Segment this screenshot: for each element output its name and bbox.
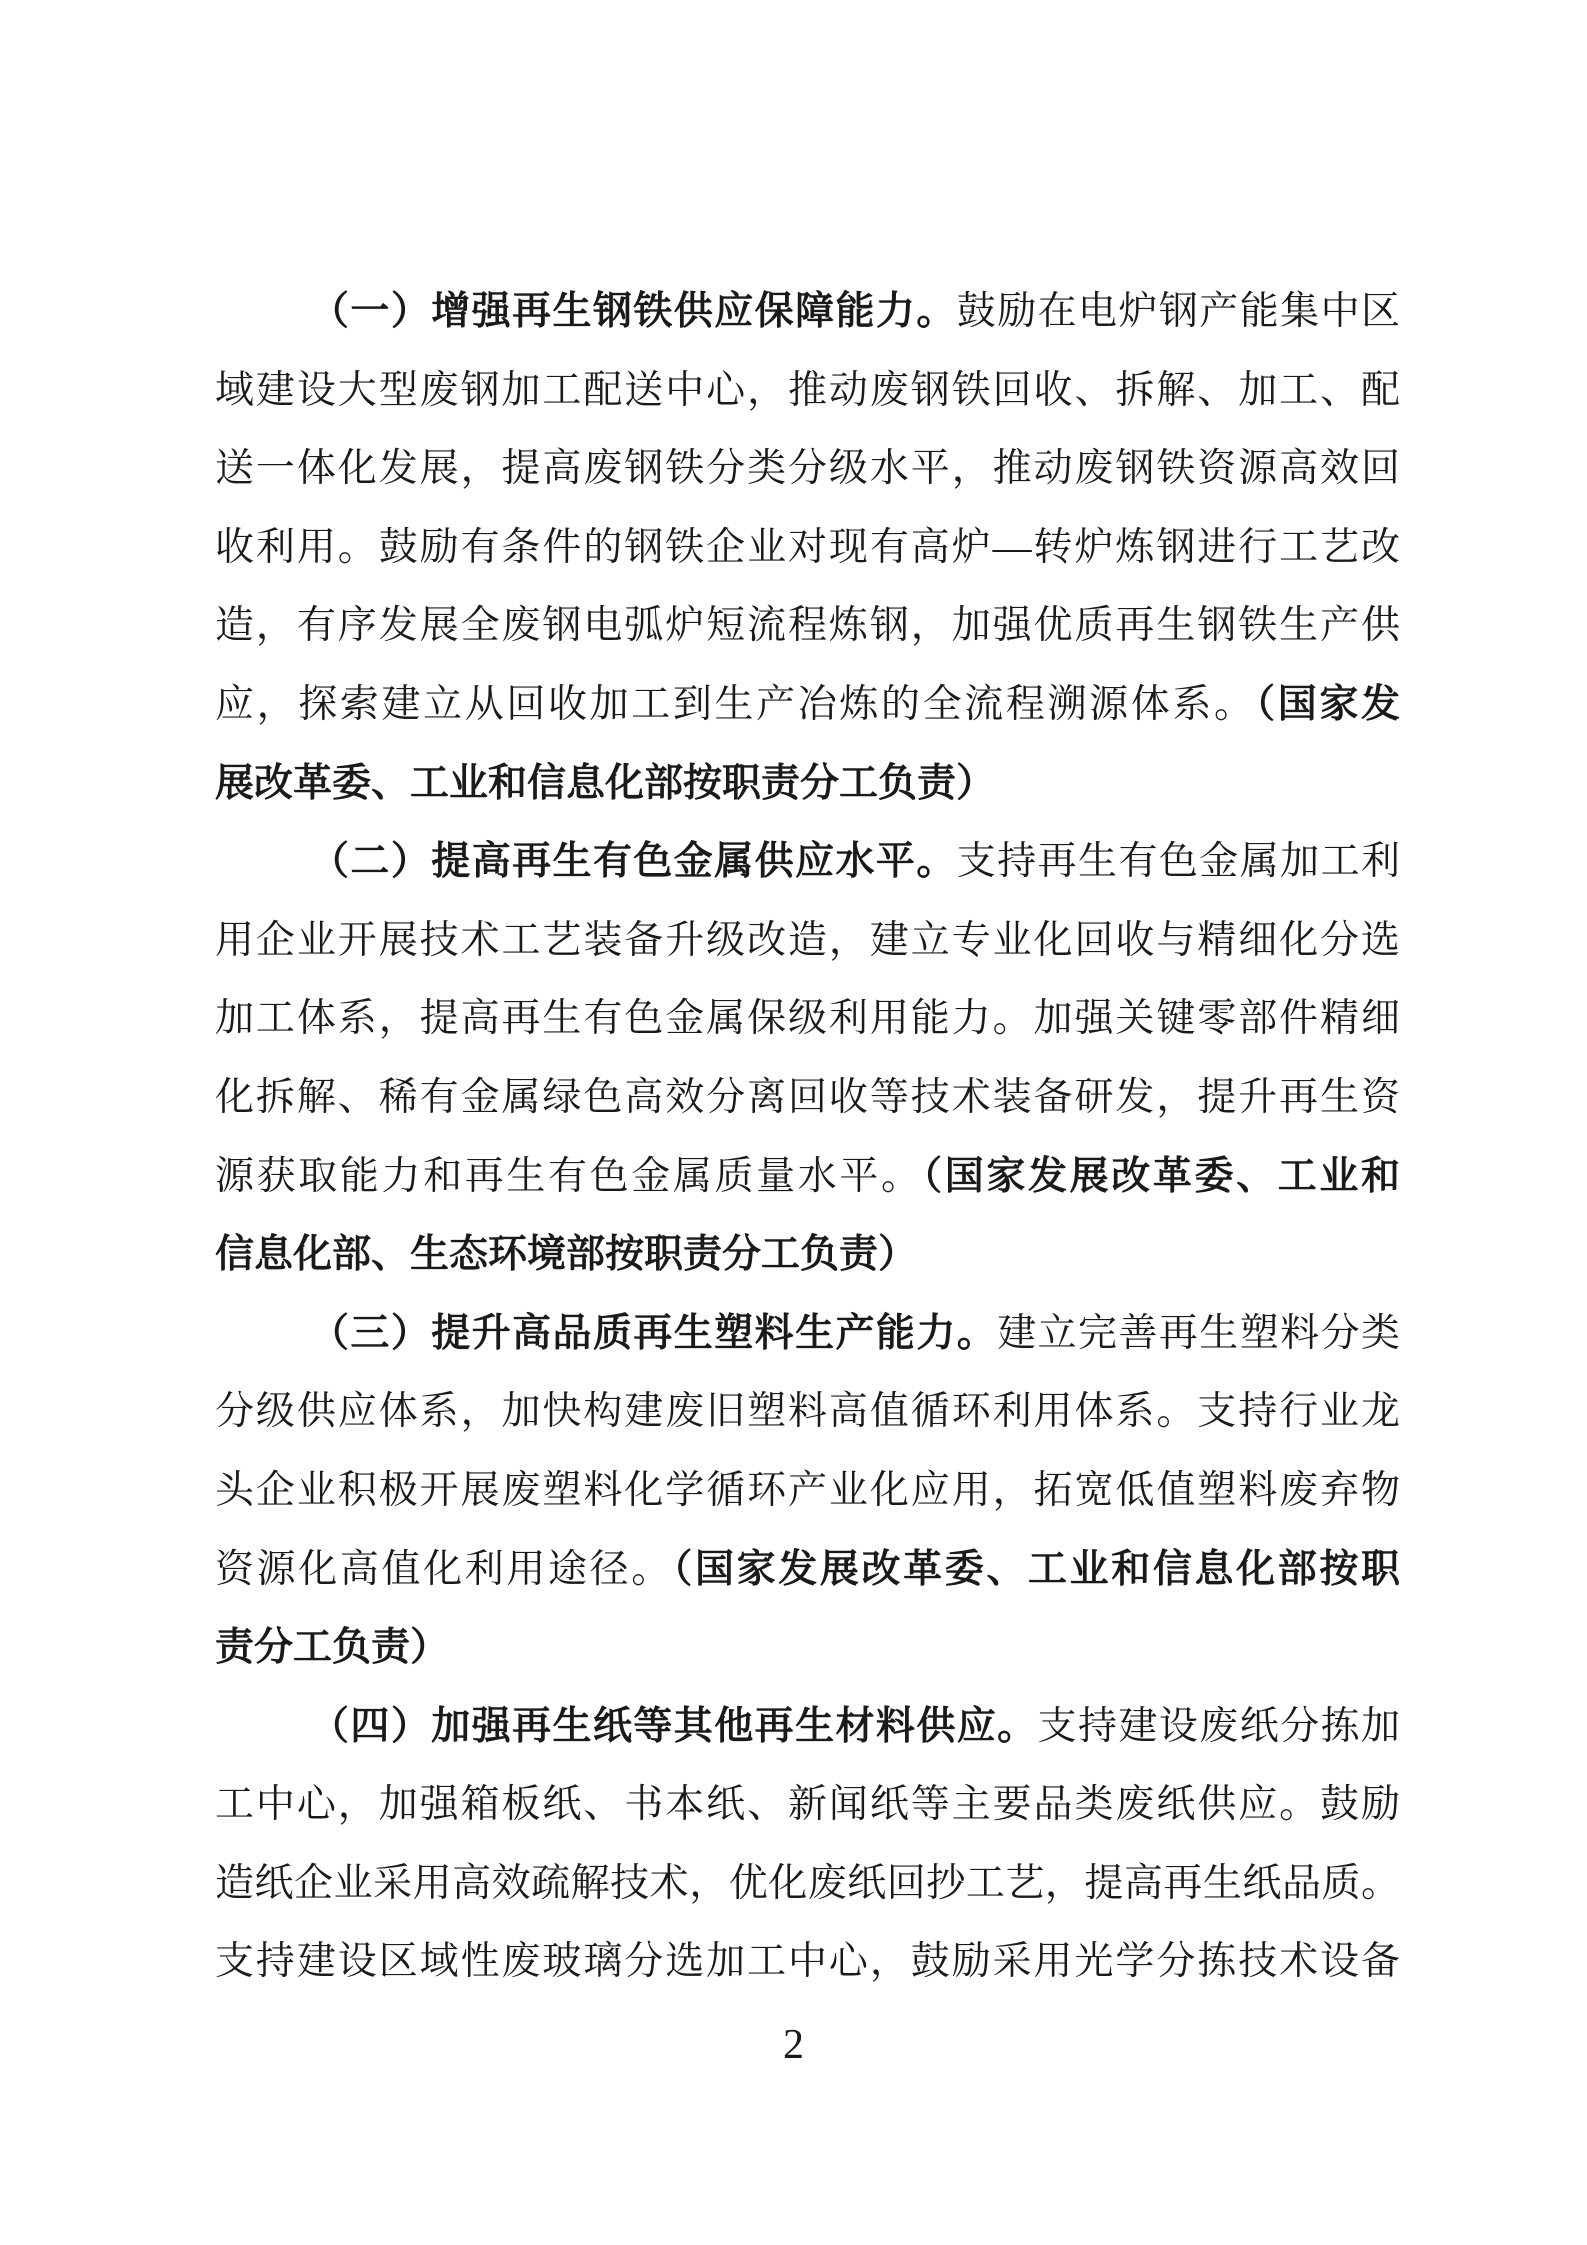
- text-segment: 源获取能力和再生有色金属质量水平。: [215, 1154, 923, 1198]
- text-line: [215, 1609, 1400, 1688]
- text-segment: 造，有序发展全废钢电弧炉短流程炼钢，加强优质再生钢铁生产供: [215, 604, 1400, 648]
- text-segment-bold: 展改革委、工业和信息化部按职责分工负责）: [215, 761, 996, 805]
- text-segment: 头企业积极开展废塑料化学循环产业化应用，拓宽低值塑料废弃物: [215, 1468, 1400, 1512]
- text-segment-bold: （四）加强再生纸等其他再生材料供应。: [310, 1704, 1038, 1748]
- text-segment-bold: （三）提升高品质再生塑料生产能力。: [310, 1311, 998, 1355]
- text-line: [215, 430, 1400, 509]
- text-segment: 支持再生有色金属加工利: [956, 840, 1400, 884]
- document-body: [215, 273, 1400, 2002]
- paragraph-item-3: [215, 1295, 1400, 1688]
- text-segment: 支持建设区域性废玻璃分选加工中心，鼓励采用光学分拣技术设备: [215, 1940, 1400, 1984]
- text-line: [215, 273, 1400, 352]
- text-segment: 分级供应体系，加快构建废旧塑料高值循环利用体系。支持行业龙: [215, 1390, 1400, 1434]
- text-segment: 支持建设废纸分拣加: [1037, 1704, 1400, 1748]
- text-segment: 工中心，加强箱板纸、书本纸、新闻纸等主要品类废纸供应。鼓励: [215, 1783, 1400, 1827]
- text-line: [215, 1452, 1400, 1531]
- text-segment: 鼓励在电炉钢产能集中区: [956, 290, 1400, 333]
- text-segment: 资源化高值化利用途径。: [215, 1547, 673, 1591]
- text-line: [215, 509, 1400, 588]
- text-segment-bold: （国家发展改革委、工业和: [922, 1154, 1400, 1198]
- text-line: [215, 1373, 1400, 1452]
- text-line: [215, 1531, 1400, 1610]
- text-line: [215, 587, 1400, 666]
- text-line: [215, 1845, 1400, 1924]
- text-segment: 应，探索建立从回收加工到生产冶炼的全流程溯源体系。: [215, 682, 1256, 726]
- text-segment-bold: （二）提高再生有色金属供应水平。: [310, 840, 957, 884]
- page-number: 2: [783, 2022, 804, 2068]
- text-line: [215, 1688, 1400, 1767]
- text-segment-bold: （国家发展改革委、工业和信息化部按职: [672, 1547, 1400, 1591]
- text-segment: 造纸企业采用高效疏解技术，优化废纸回抄工艺，提高再生纸品质。: [215, 1861, 1400, 1905]
- text-line: [215, 1923, 1400, 2002]
- text-segment-bold: 信息化部、生态环境部按职责分工负责）: [215, 1233, 918, 1277]
- text-segment: 收利用。鼓励有条件的钢铁企业对现有高炉—转炉炼钢进行工艺改: [215, 525, 1400, 569]
- text-segment: 送一体化发展，提高废钢铁分类分级水平，推动废钢铁资源高效回: [215, 447, 1400, 491]
- text-line: [215, 823, 1400, 902]
- text-line: [215, 902, 1400, 981]
- text-segment-bold: （国家发: [1255, 682, 1400, 726]
- text-line: [215, 1138, 1400, 1217]
- paragraph-item-4: [215, 1688, 1400, 2002]
- text-line: [215, 352, 1400, 431]
- text-line: [215, 1059, 1400, 1138]
- text-line: [215, 745, 1400, 824]
- text-line: [215, 980, 1400, 1059]
- text-segment: 域建设大型废钢加工配送中心，推动废钢铁回收、拆解、加工、配: [215, 368, 1400, 412]
- text-line: [215, 1766, 1400, 1845]
- text-segment: 化拆解、稀有金属绿色高效分离回收等技术装备研发，提升再生资: [215, 1075, 1400, 1119]
- text-segment-bold: 责分工负责）: [215, 1626, 450, 1670]
- text-segment-bold: （一）增强再生钢铁供应保障能力。: [310, 290, 957, 333]
- text-line: [215, 1216, 1400, 1295]
- text-line: [215, 666, 1400, 745]
- paragraph-item-1: [215, 273, 1400, 823]
- text-segment: 建立完善再生塑料分类: [997, 1311, 1400, 1355]
- text-segment: 加工体系，提高再生有色金属保级利用能力。加强关键零部件精细: [215, 997, 1400, 1041]
- paragraph-item-2: [215, 823, 1400, 1295]
- text-line: [215, 1295, 1400, 1374]
- text-segment: 用企业开展技术工艺装备升级改造，建立专业化回收与精细化分选: [215, 918, 1400, 962]
